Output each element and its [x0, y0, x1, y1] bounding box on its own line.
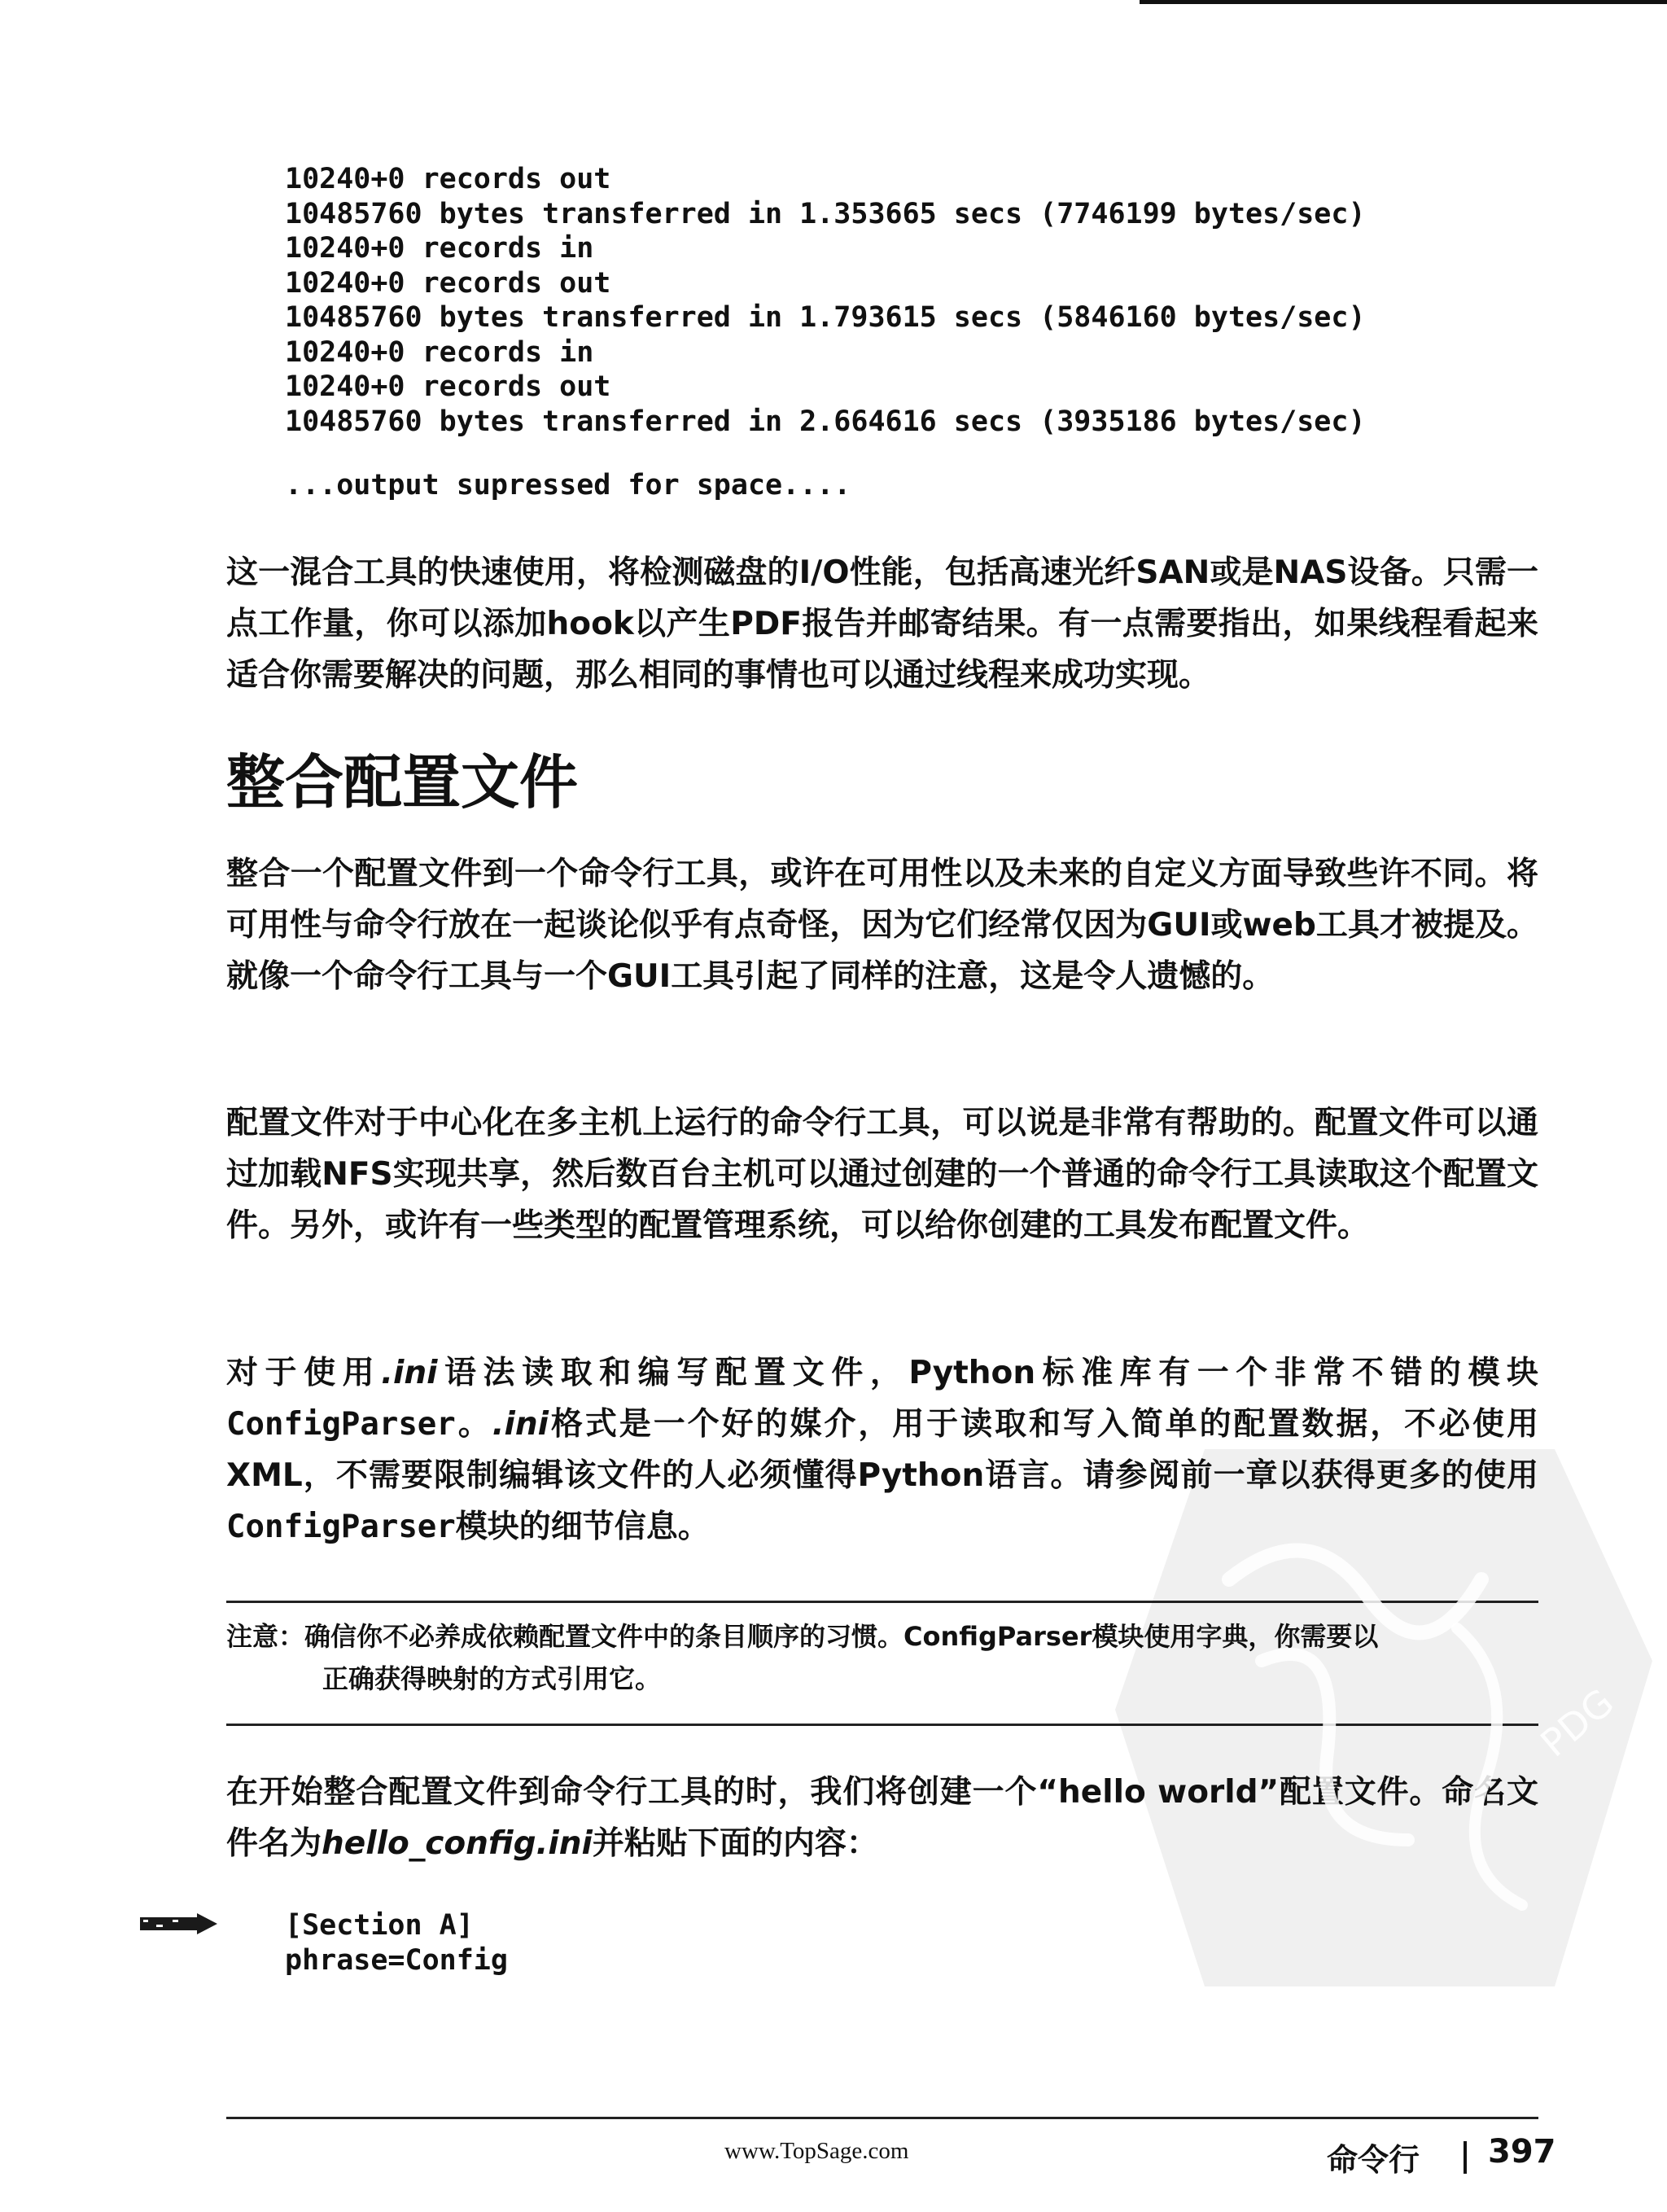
- footer-rule: [226, 2117, 1538, 2119]
- code-block-output: [285, 162, 1366, 439]
- ini-extension: .ini: [492, 1406, 549, 1443]
- footer-site: www.TopSage.com: [724, 2138, 909, 2164]
- watermark-seal-icon: [1099, 1417, 1667, 2003]
- code-line: 10485760 bytes transferred in 1.793615 secs (5846160 bytes/sec): [285, 301, 1366, 334]
- code-line: 10240+0 records in: [285, 335, 594, 369]
- top-edge-rule: [1140, 0, 1667, 4]
- ini-extension: .ini: [381, 1355, 438, 1391]
- paragraph-config-usability: 整合一个配置文件到一个命令行工具，或许在可用性以及未来的自定义方面导致些许不同。将可用性与命令行放在一起谈论似乎有点奇怪，因为它们经常仅因为GUI或web工具才被提及。就像一个命令行工具与一个GUI工具引起了同样的注意，这是令人遗憾的。: [226, 856, 1538, 995]
- section-heading: 整合配置文件: [226, 748, 579, 817]
- note-line: 正确获得映射的方式引用它。: [322, 1663, 662, 1694]
- paragraph-configparser: 对于使用.ini语法读取和编写配置文件，Python标准库有一个非常不错的模块ConfigParser。.ini格式是一个好的媒介，用于读取和写入简单的配置数据，不必使用XML，不需要限制编辑该文件的人必须懂得Python语言。请参阅前一章以获得更多的使用ConfigParser模块的细节信息。: [226, 1355, 1538, 1545]
- paragraph-hello-world: 在开始整合配置文件到命令行工具的时，我们将创建一个“hello world”配置文件。命名文件名为hello_config.ini并粘贴下面的内容：: [226, 1774, 1538, 1862]
- code-suppressed-line: ...output supressed for space....: [285, 469, 851, 502]
- filename: hello_config.ini: [322, 1825, 593, 1862]
- note-line: 注意：确信你不必养成依赖配置文件中的条目顺序的习惯。ConfigParser模块使用字典，你需要以: [226, 1621, 1379, 1652]
- code-line: 10240+0 records out: [285, 163, 611, 195]
- code-block-ini: [285, 1908, 508, 1978]
- code-line: 10240+0 records in: [285, 232, 594, 265]
- paragraph-config-centralization: 配置文件对于中心化在多主机上运行的命令行工具，可以说是非常有帮助的。配置文件可以通过加载NFS实现共享，然后数百台主机可以通过创建的一个普通的命令行工具读取这个配置文件。另外，或许有一些类型的配置管理系统，可以给你创建的工具发布配置文件。: [226, 1105, 1538, 1244]
- footer-separator: [1464, 2141, 1467, 2174]
- margin-arrow-icon: [140, 1913, 217, 1934]
- module-name: ConfigParser: [226, 1509, 456, 1545]
- code-line: 10485760 bytes transferred in 1.353665 secs (7746199 bytes/sec): [285, 197, 1366, 230]
- paragraph-io-performance: 这一混合工具的快速使用，将检测磁盘的I/O性能，包括高速光纤SAN或是NAS设备。只需一点工作量，你可以添加hook以产生PDF报告并邮寄结果。有一点需要指出，如果线程看起来适合你需要解决的问题，那么相同的事情也可以通过线程来成功实现。: [226, 554, 1538, 694]
- code-line: 10240+0 records out: [285, 370, 611, 403]
- code-line: 10240+0 records out: [285, 266, 611, 300]
- page-number: 397: [1488, 2133, 1556, 2170]
- module-name: ConfigParser: [226, 1406, 456, 1443]
- code-line: phrase=Config: [285, 1943, 508, 1977]
- code-line: [Section A]: [285, 1909, 474, 1942]
- code-line: 10485760 bytes transferred in 2.664616 secs (3935186 bytes/sec): [285, 405, 1366, 438]
- watermark-text: PDG: [1532, 1680, 1622, 1766]
- running-head: 命令行: [1327, 2142, 1420, 2178]
